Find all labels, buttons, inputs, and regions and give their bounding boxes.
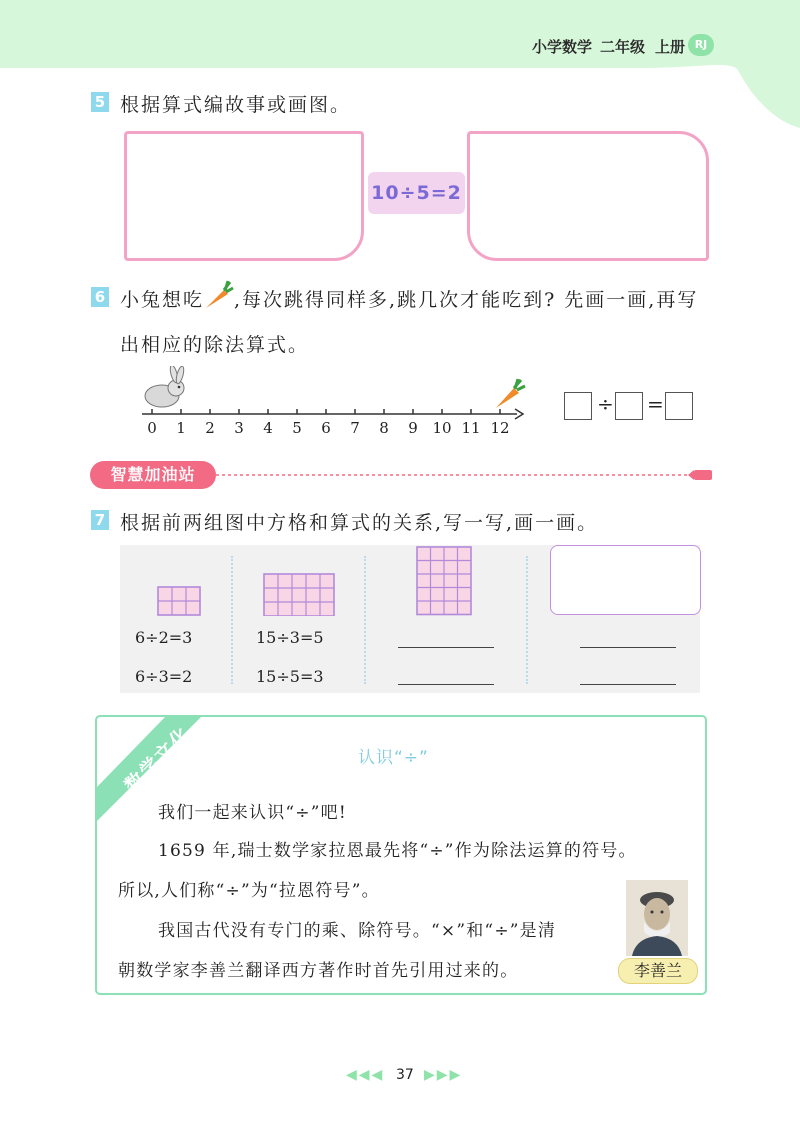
culture-paragraph-4: 我国古代没有专门的乘、除符号。“×”和“÷”是清 <box>158 921 557 941</box>
question-number-5: 5 <box>91 92 109 112</box>
story-box-left[interactable] <box>124 131 364 261</box>
grid-2x3 <box>157 586 201 616</box>
carrot-target-icon <box>492 376 526 410</box>
tick-label-3: 3 <box>234 419 244 437</box>
tick-label-9: 9 <box>408 419 418 437</box>
header-volume: 上册 <box>655 38 686 56</box>
question-5-text: 根据算式编故事或画图。 <box>120 94 352 116</box>
question-number-7: 7 <box>91 510 109 530</box>
answer-box-quotient[interactable] <box>665 392 693 420</box>
answer-line[interactable] <box>580 647 676 648</box>
section-badge: 智慧加油站 <box>90 461 216 489</box>
separator <box>231 556 233 684</box>
equation-15-div-5: 15÷5=3 <box>256 667 324 686</box>
equation-6-div-3: 6÷3=2 <box>135 667 193 686</box>
tick-label-7: 7 <box>350 419 360 437</box>
equation-15-div-3: 15÷3=5 <box>256 628 324 647</box>
number-line <box>132 360 532 440</box>
portrait-image <box>626 880 688 956</box>
answer-line[interactable] <box>398 684 494 685</box>
culture-paragraph-3: 所以,人们称“÷”为“拉恩符号”。 <box>118 881 380 901</box>
culture-ribbon: 数学文化 <box>120 722 196 798</box>
tick-label-10: 10 <box>432 419 452 437</box>
next-arrows-icon: ▶▶▶ <box>424 1067 463 1083</box>
equals-sign: = <box>647 392 664 416</box>
draw-box[interactable] <box>550 545 701 615</box>
header-subject: 小学数学 <box>532 38 593 56</box>
story-box-right[interactable] <box>467 131 709 261</box>
portrait-caption: 李善兰 <box>618 958 698 984</box>
grid-frame <box>264 574 334 616</box>
separator <box>364 556 366 684</box>
equation-6-div-2: 6÷2=3 <box>135 628 193 647</box>
question-6-text-line2: 出相应的除法算式。 <box>120 334 310 356</box>
pencil-divider <box>216 466 716 484</box>
divide-sign: ÷ <box>597 392 614 416</box>
tick-label-5: 5 <box>292 419 302 437</box>
page-number: 37 <box>396 1067 414 1083</box>
question-number-6: 6 <box>91 287 109 307</box>
rabbit-icon <box>136 366 188 410</box>
answer-line[interactable] <box>398 647 494 648</box>
prev-arrows-icon: ◀◀◀ <box>346 1067 385 1083</box>
edition-badge: RJ <box>688 34 714 56</box>
tick-label-2: 2 <box>205 419 215 437</box>
separator <box>526 556 528 684</box>
header-grade: 二年级 <box>600 38 646 56</box>
tick-label-12: 12 <box>490 419 510 437</box>
tick-label-11: 11 <box>461 419 481 437</box>
question-7-text: 根据前两组图中方格和算式的关系,写一写,画一画。 <box>120 512 599 534</box>
culture-paragraph-1: 我们一起来认识“÷”吧! <box>158 803 347 823</box>
grid-3x5 <box>263 573 335 616</box>
answer-line[interactable] <box>580 684 676 685</box>
tick-label-0: 0 <box>147 419 157 437</box>
answer-box-divisor[interactable] <box>615 392 643 420</box>
culture-paragraph-2: 1659 年,瑞士数学家拉恩最先将“÷”作为除法运算的符号。 <box>158 841 637 861</box>
tick-label-4: 4 <box>263 419 273 437</box>
answer-box-dividend[interactable] <box>564 392 592 420</box>
tick-label-8: 8 <box>379 419 389 437</box>
equation-badge: 10÷5=2 <box>368 172 465 214</box>
grid-5x4 <box>416 546 472 616</box>
question-6-text-part1: 小兔想吃 <box>120 289 205 311</box>
culture-title: 认识“÷” <box>358 748 429 768</box>
tick-label-1: 1 <box>176 419 186 437</box>
question-6-text-part2: ,每次跳得同样多,跳几次才能吃到? 先画一画,再写 <box>234 289 699 311</box>
carrot-icon <box>200 278 234 312</box>
tick-label-6: 6 <box>321 419 331 437</box>
culture-paragraph-5: 朝数学家李善兰翻译西方著作时首先引用过来的。 <box>118 961 519 981</box>
